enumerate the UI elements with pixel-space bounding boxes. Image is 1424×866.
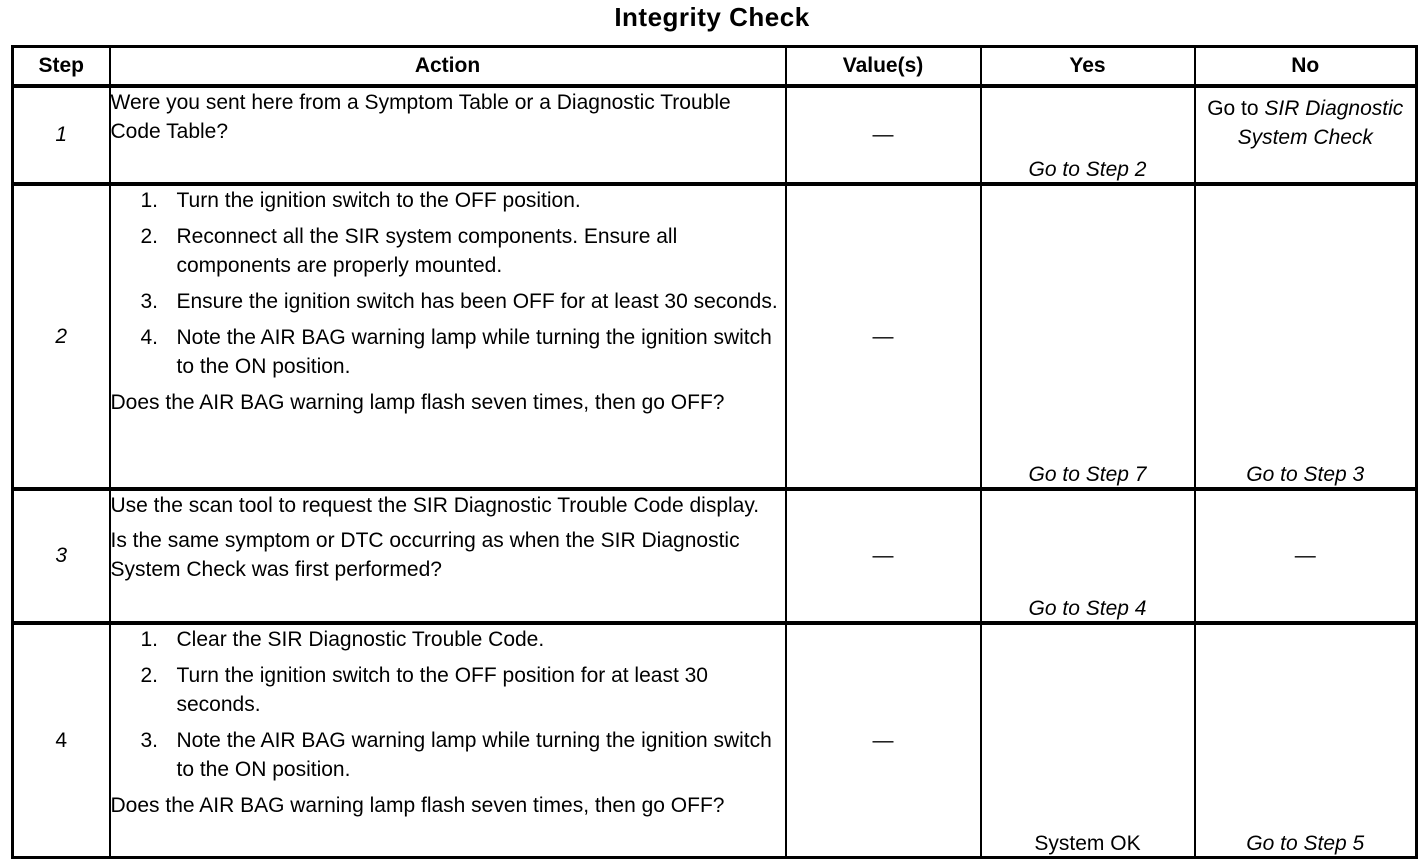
page-title: Integrity Check <box>614 2 810 32</box>
no-outcome: Go to Step 3 <box>1195 184 1417 489</box>
value-cell: — <box>786 623 981 858</box>
action-item: 2. Turn the ignition switch to the OFF position for at least 30 seconds. <box>140 664 708 716</box>
action-item: 2. Reconnect all the SIR system components. Ensure all components are properly mounted. <box>140 225 678 277</box>
action-cell <box>110 489 786 623</box>
header-action: Action <box>110 47 786 87</box>
no-outcome: Go to Step 5 <box>1195 623 1417 858</box>
no-outcome <box>1195 86 1417 184</box>
action-item-text: Clear the SIR Diagnostic Trouble Code. <box>176 628 545 651</box>
yes-outcome: Go to Step 7 <box>981 184 1195 489</box>
header-yes: Yes <box>981 47 1195 87</box>
action-item-text: Turn the ignition switch to the OFF position for at least 30 seconds. <box>176 664 708 716</box>
table-row <box>13 623 1417 858</box>
yes-outcome: Go to Step 2 <box>981 86 1195 184</box>
yes-outcome: System OK <box>981 623 1195 858</box>
step-number: 3 <box>13 489 110 623</box>
table-row <box>13 489 1417 623</box>
action-cell <box>110 623 786 858</box>
step-number: 2 <box>13 184 110 489</box>
action-question: Does the AIR BAG warning lamp flash seven times, then go OFF? <box>110 391 725 414</box>
action-item: 1. Turn the ignition switch to the OFF position. <box>140 189 581 212</box>
action-cell <box>110 86 786 184</box>
action-item: 3. Ensure the ignition switch has been OFF for at least 30 seconds. <box>140 290 778 313</box>
action-list <box>111 186 785 381</box>
action-text: Use the scan tool to request the SIR Diagnostic Trouble Code display. <box>110 494 760 517</box>
value-cell: — <box>786 86 981 184</box>
header-no: No <box>1195 47 1417 87</box>
action-item: 3. Note the AIR BAG warning lamp while turning the ignition switch to the ON position. <box>140 729 772 781</box>
table-row <box>13 86 1417 184</box>
step-number: 4 <box>13 623 110 858</box>
action-item-text: Ensure the ignition switch has been OFF for at least 30 seconds. <box>176 290 778 313</box>
no-outcome-prefix: Go to <box>1207 97 1259 120</box>
action-item-text: Reconnect all the SIR system components. Ensure all components are properly mounted. <box>176 225 678 277</box>
action-text: Were you sent here from a Symptom Table or a Diagnostic Trouble Code Table? <box>110 91 731 143</box>
action-question: Is the same symptom or DTC occurring as when the SIR Diagnostic System Check was first performed? <box>110 529 740 581</box>
action-question: Does the AIR BAG warning lamp flash seven times, then go OFF? <box>110 794 725 817</box>
action-item-text: Note the AIR BAG warning lamp while turning the ignition switch to the ON position. <box>176 729 772 781</box>
header-values: Value(s) <box>786 47 981 87</box>
yes-outcome: Go to Step 4 <box>981 489 1195 623</box>
action-list <box>111 625 785 784</box>
header-row <box>13 47 1417 87</box>
action-item-text: Turn the ignition switch to the OFF position. <box>176 189 581 212</box>
action-item: 4. Note the AIR BAG warning lamp while turning the ignition switch to the ON position. <box>140 326 772 378</box>
integrity-check-table <box>11 45 1418 859</box>
no-outcome-link: SIR Diagnostic System Check <box>1237 97 1404 149</box>
value-cell: — <box>786 489 981 623</box>
action-cell <box>110 184 786 489</box>
value-cell: — <box>786 184 981 489</box>
step-number: 1 <box>13 86 110 184</box>
header-step: Step <box>13 47 110 87</box>
no-outcome: — <box>1195 489 1417 623</box>
action-item: 1. Clear the SIR Diagnostic Trouble Code. <box>140 628 545 651</box>
table-row <box>13 184 1417 489</box>
action-item-text: Note the AIR BAG warning lamp while turning the ignition switch to the ON position. <box>176 326 772 378</box>
